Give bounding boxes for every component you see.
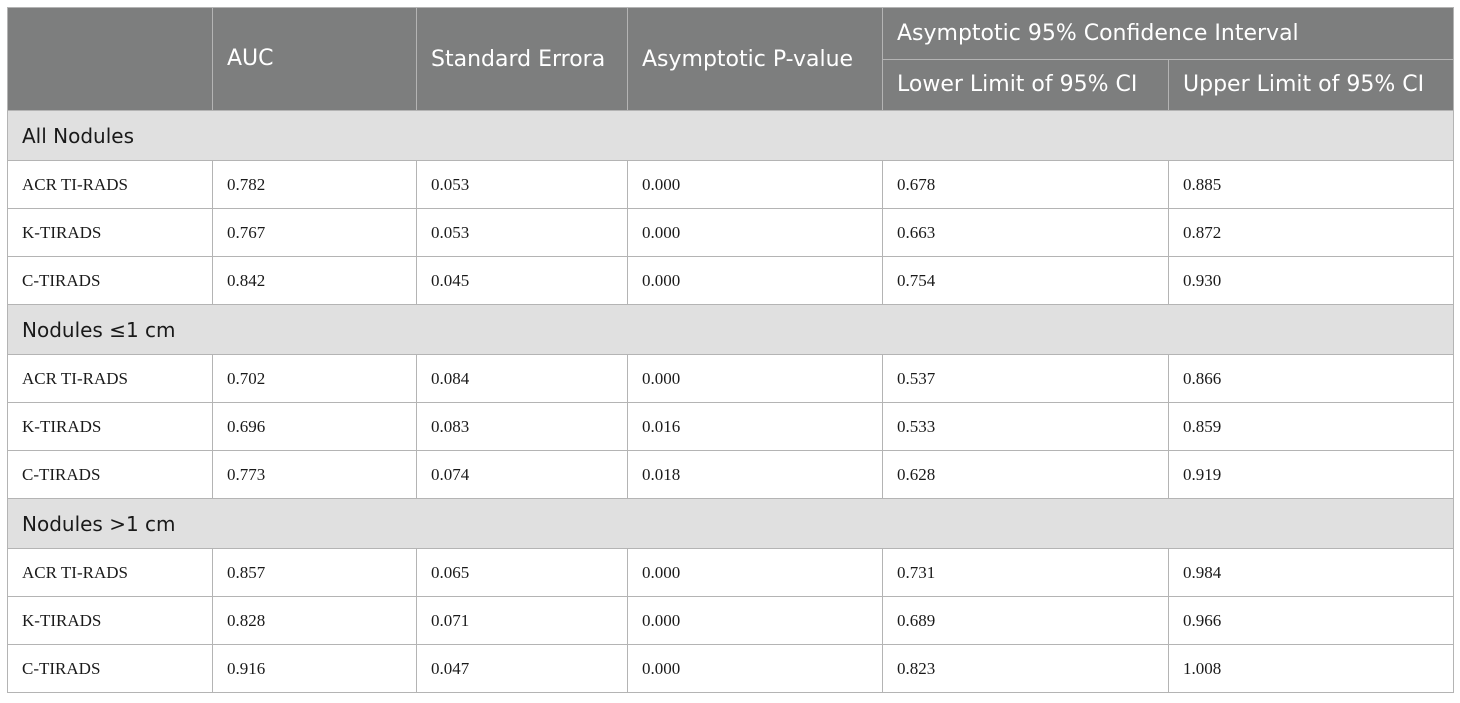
p-value-cell: 0.016 (628, 403, 883, 451)
header-blank-cell (8, 8, 213, 111)
table-row (8, 403, 1454, 451)
ci-upper-cell: 0.859 (1169, 403, 1454, 451)
section-title: Nodules >1 cm (8, 499, 1454, 549)
p-value-cell: 0.000 (628, 257, 883, 305)
row-label: C-TIRADS (8, 645, 213, 693)
table-header (8, 8, 1454, 111)
ci-upper-cell: 0.930 (1169, 257, 1454, 305)
table-row (8, 549, 1454, 597)
table-row (8, 451, 1454, 499)
table-row (8, 209, 1454, 257)
auc-cell: 0.782 (213, 161, 417, 209)
ci-upper-cell: 0.966 (1169, 597, 1454, 645)
section-title: Nodules ≤1 cm (8, 305, 1454, 355)
ci-lower-cell: 0.731 (883, 549, 1169, 597)
header-standard-error: Standard Errora (417, 8, 628, 111)
header-auc: AUC (213, 8, 417, 111)
section-header-row (8, 111, 1454, 161)
row-label: ACR TI-RADS (8, 355, 213, 403)
row-label: K-TIRADS (8, 403, 213, 451)
ci-upper-cell: 0.984 (1169, 549, 1454, 597)
ci-lower-cell: 0.678 (883, 161, 1169, 209)
p-value-cell: 0.000 (628, 645, 883, 693)
auc-cell: 0.702 (213, 355, 417, 403)
table-row (8, 355, 1454, 403)
se-cell: 0.045 (417, 257, 628, 305)
se-cell: 0.074 (417, 451, 628, 499)
header-ci-group: Asymptotic 95% Confidence Interval (883, 8, 1454, 60)
se-cell: 0.053 (417, 209, 628, 257)
header-ci-lower: Lower Limit of 95% CI (883, 60, 1169, 111)
ci-upper-cell: 1.008 (1169, 645, 1454, 693)
p-value-cell: 0.000 (628, 209, 883, 257)
se-cell: 0.053 (417, 161, 628, 209)
se-cell: 0.047 (417, 645, 628, 693)
ci-lower-cell: 0.628 (883, 451, 1169, 499)
row-label: C-TIRADS (8, 451, 213, 499)
p-value-cell: 0.000 (628, 355, 883, 403)
section-title: All Nodules (8, 111, 1454, 161)
ci-upper-cell: 0.885 (1169, 161, 1454, 209)
row-label: ACR TI-RADS (8, 161, 213, 209)
se-cell: 0.083 (417, 403, 628, 451)
table-row (8, 257, 1454, 305)
results-table (7, 7, 1454, 693)
p-value-cell: 0.000 (628, 161, 883, 209)
row-label: K-TIRADS (8, 597, 213, 645)
p-value-cell: 0.000 (628, 549, 883, 597)
table-row (8, 645, 1454, 693)
header-ci-upper: Upper Limit of 95% CI (1169, 60, 1454, 111)
row-label: ACR TI-RADS (8, 549, 213, 597)
auc-cell: 0.773 (213, 451, 417, 499)
auc-cell: 0.828 (213, 597, 417, 645)
p-value-cell: 0.018 (628, 451, 883, 499)
ci-lower-cell: 0.754 (883, 257, 1169, 305)
ci-upper-cell: 0.866 (1169, 355, 1454, 403)
section-header-row (8, 305, 1454, 355)
se-cell: 0.071 (417, 597, 628, 645)
ci-upper-cell: 0.919 (1169, 451, 1454, 499)
ci-lower-cell: 0.663 (883, 209, 1169, 257)
auc-cell: 0.842 (213, 257, 417, 305)
ci-lower-cell: 0.823 (883, 645, 1169, 693)
p-value-cell: 0.000 (628, 597, 883, 645)
ci-lower-cell: 0.533 (883, 403, 1169, 451)
section-header-row (8, 499, 1454, 549)
header-p-value: Asymptotic P-value (628, 8, 883, 111)
se-cell: 0.084 (417, 355, 628, 403)
row-label: C-TIRADS (8, 257, 213, 305)
ci-upper-cell: 0.872 (1169, 209, 1454, 257)
auc-cell: 0.916 (213, 645, 417, 693)
se-cell: 0.065 (417, 549, 628, 597)
auc-cell: 0.767 (213, 209, 417, 257)
table-row (8, 597, 1454, 645)
auc-cell: 0.696 (213, 403, 417, 451)
auc-cell: 0.857 (213, 549, 417, 597)
table-row (8, 161, 1454, 209)
table-body (8, 111, 1454, 693)
ci-lower-cell: 0.689 (883, 597, 1169, 645)
row-label: K-TIRADS (8, 209, 213, 257)
ci-lower-cell: 0.537 (883, 355, 1169, 403)
